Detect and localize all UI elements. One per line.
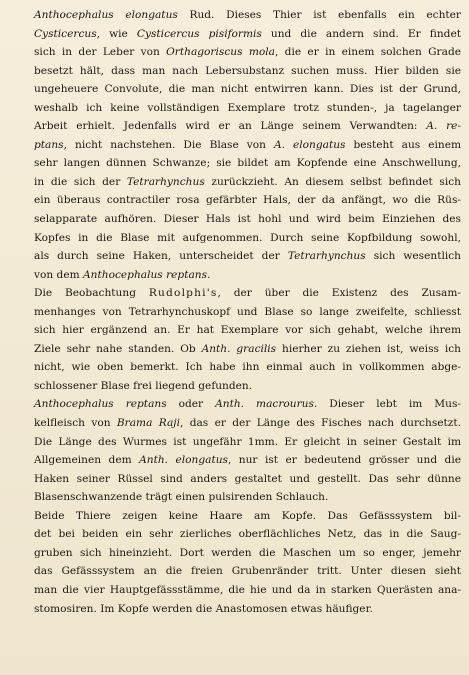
text-run: det bei beiden ein sehr zierliches oberflächliches Netz, das in die Saug- [34,528,461,541]
text-run: besteht aus einem [345,138,462,151]
text-line [20,43,461,62]
italic-text: Anth. gracilis [201,342,277,355]
text-run: zurückzieht. An diesem selbst befindet sich [204,175,461,188]
text-line [20,470,461,489]
text-run: in die sich der [34,175,127,188]
text-line [20,433,461,452]
text-run: , die er in einem solchen Grade [274,46,461,59]
text-line [20,210,461,229]
text-run: das Gefässsystem an die freien Grubenränder tritt. Unter diesen sieht [34,565,461,578]
text-run: von dem [34,268,84,281]
text-line [20,173,461,192]
text-run: selapparate aufhören. Dieser Hals ist hohl und wird beim Einziehen des [34,213,461,226]
italic-text: A. elongatus [273,138,346,151]
italic-text: Anth. macrourus [215,398,314,411]
text-run: sich wesentlich [365,250,461,263]
text-run: nicht, wie oben bemerkt. Ich habe ihn einmal auch in vollkommen abge- [34,361,461,374]
text-line [20,154,461,173]
italic-text: Tetrarhynchus [126,175,205,188]
text-run: oder [166,398,216,411]
text-run: Die Beobachtung [34,287,149,300]
text-line [20,117,461,136]
italic-text: Tetrarhynchus [287,250,366,263]
italic-text: Anthocephalus elongatus [34,9,178,21]
text-line [20,247,461,266]
text-line [20,358,461,377]
text-run: sich hier ergänzend an. Er hat Exemplare vor sich gehabt, welche ihrem [34,324,461,337]
text-run: Die Länge des Wurmes ist ungefähr 1mm. Er gleicht in seiner Gestalt im [34,435,461,448]
text-run: , nur ist er bedeutend grösser und die [227,454,461,467]
paragraph [20,6,461,284]
text-run: Kopfes in die Blase mit aufgenommen. Durch seine Kopfbildung sowohl, [34,231,461,244]
text-run: Arbeit erhielt. Jedenfalls wird er an Länge seinem Verwandten: [34,120,427,133]
italic-text: Cysticercus pisiformis [136,27,262,40]
text-run: sehr langen dünnen Schwanze; sie bildet am Kopfende eine Anschwellung, [34,157,461,170]
text-line [20,507,461,526]
text-run: Haken seiner Rüssel sind anders gestaltet und gestellt. Das sehr dünne [34,472,461,485]
text-line [20,340,461,359]
text-run: hierher zu ziehen ist, weiss ich [276,342,461,355]
text-line [20,191,461,210]
text-run: . Dieser lebt im Mus- [313,398,461,411]
text-line [20,229,461,248]
text-line [20,581,461,600]
text-line [20,395,461,414]
text-run: Rud. Dieses Thier ist ebenfalls ein echter [177,9,461,21]
text-run: Beide Thiere zeigen keine Haare am Kopfe. Das Gefässsystem bil- [34,509,461,522]
text-line [20,303,461,322]
text-run: Allgemeinen dem [34,454,140,467]
text-line [20,414,461,433]
text-run: , wie [96,27,137,40]
text-run: gruben sich hineinzieht. Dort werden die Maschen um so enger, jemehr [34,546,461,559]
text-run: menhanges von Tetrarhynchuskopf und Blase so lange zweifelte, schliesst [34,305,461,318]
italic-text: Anth. elongatus [139,454,228,467]
text-line [20,136,461,155]
spaced-name-text: Rudolphi's [148,287,218,300]
text-run: als durch seine Haken, unterscheidet der [34,250,288,263]
text-line [20,544,461,563]
text-run: . [207,268,211,281]
text-run: weshalb ich keine vollständigen Exemplare trotz stunden-, ja tagelanger [34,101,461,114]
text-run: ein überaus contractiler rosa gefärbter Hals, der da anfängt, wo die Rüs- [34,194,461,207]
text-run: , nicht nachstehen. Die Blase von [63,138,274,151]
text-line [20,377,461,396]
text-run: schlossener Blase frei liegend gefunden. [34,379,253,392]
text-run: sich in der Leber von [34,46,167,59]
text-line [20,321,461,340]
text-run: besetzt hält, dass man nach Lebersubstanz suchen muss. Hier bilden sie [34,64,461,77]
text-run: Ziele sehr nahe standen. Ob [34,342,202,355]
paragraph [20,284,461,395]
paragraph [20,395,461,506]
italic-text: Brama Raji [116,417,180,430]
text-line [20,6,461,25]
text-line [20,562,461,581]
text-line [20,266,461,285]
text-line [20,62,461,81]
text-run: ungeheuere Convolute, die man nicht entwirren kann. Dies ist der Grund, [34,83,461,96]
italic-text: Anthocephalus reptans [34,398,167,411]
text-run: , das er der Länge des Fisches nach durchsetzt. [179,417,461,430]
text-run: und die andern sind. Er findet [261,27,461,40]
text-line [20,284,461,303]
text-line [20,488,461,507]
text-run: kelfleisch von [34,417,117,430]
text-line [20,99,461,118]
italic-text: Orthagoriscus mola [166,46,275,59]
italic-text: Cysticercus [34,27,97,40]
text-line [20,600,461,619]
italic-text: Anthocephalus reptans [83,268,208,281]
text-line [20,525,461,544]
text-line [20,451,461,470]
italic-text: A. re- [426,120,461,133]
text-run: Blasenschwanzende trägt einen pulsirenden Schlauch. [34,491,329,504]
text-run: stomosiren. Im Kopfe werden die Anastomosen etwas häufiger. [34,602,373,615]
text-line [20,25,461,44]
text-run: man die vier Hauptgefässstämme, die hie und da in starken Querästen ana- [34,583,461,596]
text-run: , der über die Existenz des Zusam- [217,287,462,300]
italic-text: ptans [34,138,64,151]
text-line [20,80,461,99]
paragraph [20,507,461,618]
